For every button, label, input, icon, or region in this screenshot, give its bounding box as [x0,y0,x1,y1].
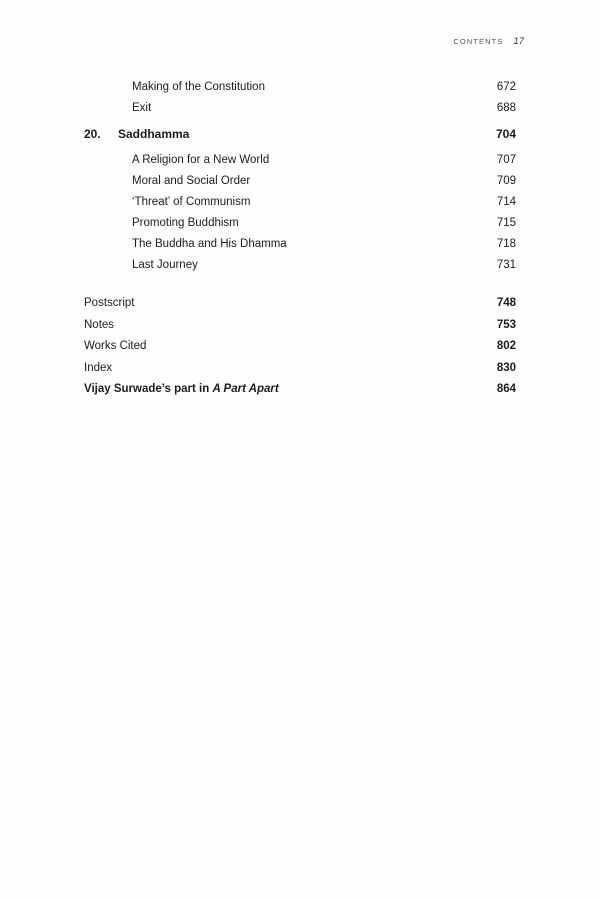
spacer [84,281,516,290]
toc-entry-title: Works Cited [84,340,147,352]
toc-back-matter [84,298,516,406]
toc-entry-page: 864 [496,383,516,395]
toc-entry-title-prefix: Vijay Surwade’s part in [84,383,213,395]
toc-chapter-page: 704 [495,127,516,141]
toc-entry-title: The Buddha and His Dhamma [132,238,287,250]
toc-entry-final [84,384,516,406]
toc-entry-page: 830 [496,361,516,374]
toc-entry [84,260,516,281]
toc-entry [84,239,516,260]
toc-entry-title: Notes [84,318,115,331]
toc-entry-title: Exit [132,102,152,114]
toc-entry [84,298,516,320]
toc-entry-title: ‘Threat’ of Communism [132,196,251,208]
toc-entry-page: 714 [496,196,516,208]
toc-entry [84,82,516,103]
toc-entry-title-italic: A Part Apart [212,383,279,395]
toc-entry-page: 672 [496,81,516,93]
toc-entry-page: 718 [496,238,516,250]
running-head-page-number: 17 [513,36,524,47]
toc-entry-title: Moral and Social Order [132,175,251,187]
running-head [453,36,524,47]
toc-entry [84,218,516,239]
toc-entry-title: Index [84,361,113,374]
toc-entry-page: 715 [496,217,516,229]
toc-entry-title: Postscript [84,297,135,309]
toc-entry-page: 802 [496,340,516,352]
running-head-label: CONTENTS [453,37,504,46]
toc-chapter-number: 20. [84,127,101,141]
toc-entry [84,176,516,197]
toc-entry-page: 753 [496,318,516,331]
toc-entry-title [84,384,279,396]
toc-chapter-row [84,128,516,155]
toc-entry-page: 748 [496,297,516,309]
toc-chapter-title [84,128,189,140]
toc-entry [84,363,516,385]
toc-entry-title: Making of the Constitution [132,81,265,93]
toc-chapter-name: Saddhamma [118,127,190,141]
toc-entry [84,341,516,363]
toc-entry-page: 709 [496,175,516,187]
toc-entry [84,103,516,124]
toc-entry-page: 731 [496,259,516,271]
toc-entry [84,197,516,218]
toc-entry-page: 688 [496,102,516,114]
toc-entry-title: Last Journey [132,259,198,271]
toc-entry [84,155,516,176]
toc-entry-title: A Religion for a New World [132,154,270,166]
toc-entry-page: 707 [496,154,516,166]
toc-entry-title: Promoting Buddhism [132,217,239,229]
table-of-contents [84,82,516,406]
toc-entry [84,320,516,342]
